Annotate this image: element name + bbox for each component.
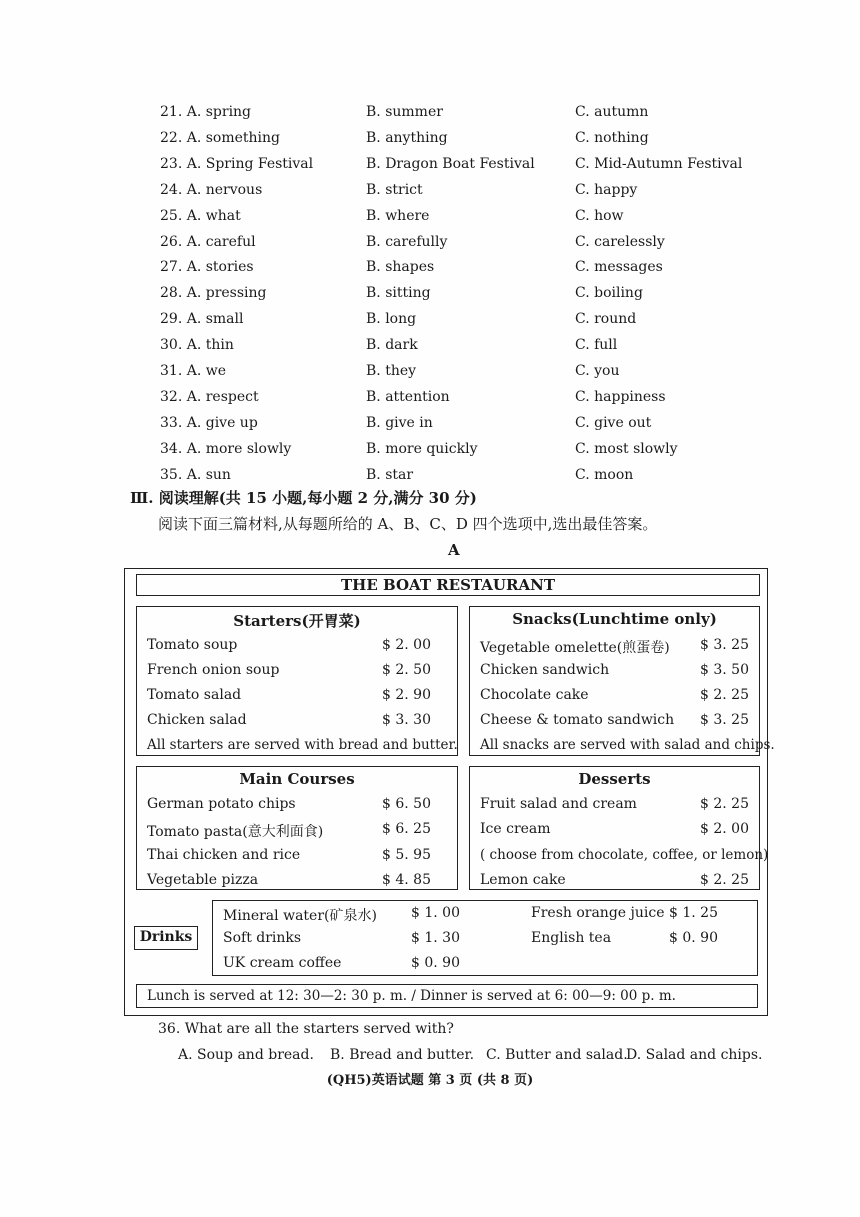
cloze-option-b: B. give in <box>366 414 433 431</box>
cloze-option-c: C. full <box>575 337 618 354</box>
cloze-option-c: C. how <box>575 207 624 224</box>
drinks-box <box>212 900 758 976</box>
cloze-option-a: 34. A. more slowly <box>160 440 292 457</box>
cloze-option-b: B. where <box>366 207 430 224</box>
cloze-option-row <box>0 363 860 389</box>
drink-price: $ 0. 90 <box>669 930 718 946</box>
drinks-label: Drinks <box>139 929 193 945</box>
cloze-option-row <box>0 285 860 311</box>
serving-hours: Lunch is served at 12: 30—2: 30 p. m. / Dinner is served at 6: 00—9: 00 p. m. <box>147 988 676 1004</box>
cloze-option-row <box>0 337 860 363</box>
cloze-option-a: 33. A. give up <box>160 414 258 431</box>
cloze-option-b: B. carefully <box>366 233 448 250</box>
answer-option-b: B. Bread and butter. <box>330 1047 475 1063</box>
desserts-box <box>469 766 769 890</box>
menu-item: Ice cream <box>480 821 551 837</box>
menu-item: German potato chips <box>147 796 296 812</box>
menu-price: $ 6. 25 <box>382 821 431 837</box>
menu-item: French onion soup <box>147 662 280 678</box>
section-instruction: 阅读下面三篇材料,从每题所给的 A、B、C、D 四个选项中,选出最佳答案。 <box>158 515 658 533</box>
cloze-option-row <box>0 259 860 285</box>
drink-item: Soft drinks <box>223 930 302 946</box>
hours-box <box>136 984 758 1008</box>
menu-item: Tomato salad <box>147 687 242 703</box>
page-footer: (QH5)英语试题 第 3 页 (共 8 页) <box>326 1073 534 1088</box>
cloze-option-c: C. you <box>575 363 620 379</box>
cloze-option-b: B. strict <box>366 181 423 198</box>
menu-title: THE BOAT RESTAURANT <box>341 576 555 594</box>
menu-item: Thai chicken and rice <box>147 847 301 863</box>
cloze-option-row <box>0 208 860 234</box>
menu-item: Lemon cake <box>480 872 566 888</box>
menu-item: Vegetable omelette(煎蛋卷) <box>480 640 670 656</box>
cloze-option-c: C. round <box>575 311 637 328</box>
starters-note: All starters are served with bread and butter. <box>147 737 458 753</box>
menu-price: $ 2. 25 <box>700 687 749 703</box>
cloze-option-a: 35. A. sun <box>160 466 231 483</box>
cloze-option-row <box>0 130 860 156</box>
cloze-option-b: B. long <box>366 311 417 328</box>
main-courses-box <box>136 766 458 890</box>
cloze-option-a: 30. A. thin <box>160 337 234 354</box>
cloze-option-a: 24. A. nervous <box>160 181 263 198</box>
drinks-label-box <box>134 926 198 950</box>
cloze-option-a: 29. A. small <box>160 311 244 328</box>
cloze-option-b: B. star <box>366 466 414 483</box>
main-courses-title: Main Courses <box>239 770 355 788</box>
cloze-option-b: B. shapes <box>366 259 435 276</box>
cloze-option-c: C. most slowly <box>575 440 678 457</box>
drink-price: $ 1. 25 <box>669 905 718 921</box>
drink-price: $ 0. 90 <box>411 955 460 971</box>
answer-option-d: D. Salad and chips. <box>626 1047 763 1063</box>
cloze-option-c: C. carelessly <box>575 233 665 250</box>
drink-price: $ 1. 30 <box>411 930 460 946</box>
cloze-option-b: B. sitting <box>366 285 431 302</box>
cloze-option-row <box>0 441 860 467</box>
menu-price: $ 2. 90 <box>382 687 431 703</box>
cloze-option-row <box>0 182 860 208</box>
cloze-option-b: B. anything <box>366 129 448 146</box>
drink-item: Fresh orange juice <box>531 905 665 921</box>
cloze-option-a: 23. A. Spring Festival <box>160 155 314 172</box>
menu-title-box <box>136 574 760 596</box>
drink-item: UK cream coffee <box>223 955 342 971</box>
cloze-option-b: B. they <box>366 363 417 379</box>
menu-item: Chicken sandwich <box>480 662 610 678</box>
cloze-option-c: C. moon <box>575 466 634 483</box>
menu-item: Fruit salad and cream <box>480 796 637 812</box>
drink-item: English tea <box>531 930 612 946</box>
cloze-option-a: 22. A. something <box>160 129 280 146</box>
cloze-option-b: B. dark <box>366 337 418 354</box>
menu-price: $ 2. 00 <box>382 637 431 653</box>
menu-price: $ 4. 85 <box>382 872 431 888</box>
menu-price: $ 2. 25 <box>700 872 749 888</box>
menu-price: $ 2. 25 <box>700 796 749 812</box>
cloze-option-c: C. autumn <box>575 104 649 120</box>
cloze-option-row <box>0 156 860 182</box>
cloze-option-row <box>0 104 860 130</box>
cloze-option-a: 27. A. stories <box>160 259 254 276</box>
cloze-option-b: B. attention <box>366 388 450 405</box>
cloze-option-row <box>0 389 860 415</box>
starters-box <box>136 606 458 756</box>
cloze-option-c: C. messages <box>575 259 663 276</box>
answer-option-c: C. Butter and salad. <box>486 1047 628 1063</box>
menu-price: $ 5. 95 <box>382 847 431 863</box>
desserts-title: Desserts <box>578 770 651 788</box>
menu-price: $ 6. 50 <box>382 796 431 812</box>
answer-option-a: A. Soup and bread. <box>178 1047 314 1063</box>
cloze-option-a: 21. A. spring <box>160 104 252 120</box>
starters-title: Starters(开胃菜) <box>233 612 361 630</box>
cloze-option-row <box>0 234 860 260</box>
menu-price: $ 2. 00 <box>700 821 749 837</box>
cloze-option-c: C. happy <box>575 181 638 198</box>
cloze-option-c: C. Mid-Autumn Festival <box>575 155 743 172</box>
cloze-option-a: 28. A. pressing <box>160 285 267 302</box>
menu-item: Tomato soup <box>147 637 238 653</box>
cloze-option-b: B. more quickly <box>366 440 478 457</box>
question-stem: 36. What are all the starters served with? <box>158 1021 454 1037</box>
menu-price: $ 3. 30 <box>382 712 431 728</box>
snacks-box <box>469 606 775 756</box>
snacks-title: Snacks(Lunchtime only) <box>512 610 717 628</box>
drink-item: Mineral water(矿泉水) <box>223 908 377 924</box>
ice-cream-note: ( choose from chocolate, coffee, or lemon) <box>480 847 769 863</box>
cloze-option-c: C. give out <box>575 414 652 431</box>
cloze-option-a: 25. A. what <box>160 207 241 224</box>
cloze-option-row <box>0 415 860 441</box>
section-title: Ⅲ. 阅读理解(共 15 小题,每小题 2 分,满分 30 分) <box>130 489 477 507</box>
cloze-option-a: 31. A. we <box>160 363 226 379</box>
cloze-option-b: B. Dragon Boat Festival <box>366 155 535 172</box>
drink-price: $ 1. 00 <box>411 905 460 921</box>
snacks-note: All snacks are served with salad and chips. <box>480 737 775 753</box>
menu-item: Vegetable pizza <box>147 872 259 888</box>
menu-item: Tomato pasta(意大利面食) <box>147 824 324 840</box>
menu-price: $ 3. 25 <box>700 637 749 653</box>
menu-item: Chicken salad <box>147 712 247 728</box>
menu-item: Chocolate cake <box>480 687 589 703</box>
menu-price: $ 2. 50 <box>382 662 431 678</box>
cloze-option-c: C. boiling <box>575 285 643 302</box>
cloze-option-b: B. summer <box>366 104 443 120</box>
menu-item: Cheese & tomato sandwich <box>480 712 675 728</box>
cloze-option-c: C. nothing <box>575 129 649 146</box>
cloze-option-a: 32. A. respect <box>160 388 259 405</box>
menu-price: $ 3. 25 <box>700 712 749 728</box>
menu-price: $ 3. 50 <box>700 662 749 678</box>
cloze-option-row <box>0 311 860 337</box>
passage-letter: A <box>448 541 460 559</box>
cloze-option-c: C. happiness <box>575 388 666 405</box>
cloze-option-a: 26. A. careful <box>160 233 256 250</box>
